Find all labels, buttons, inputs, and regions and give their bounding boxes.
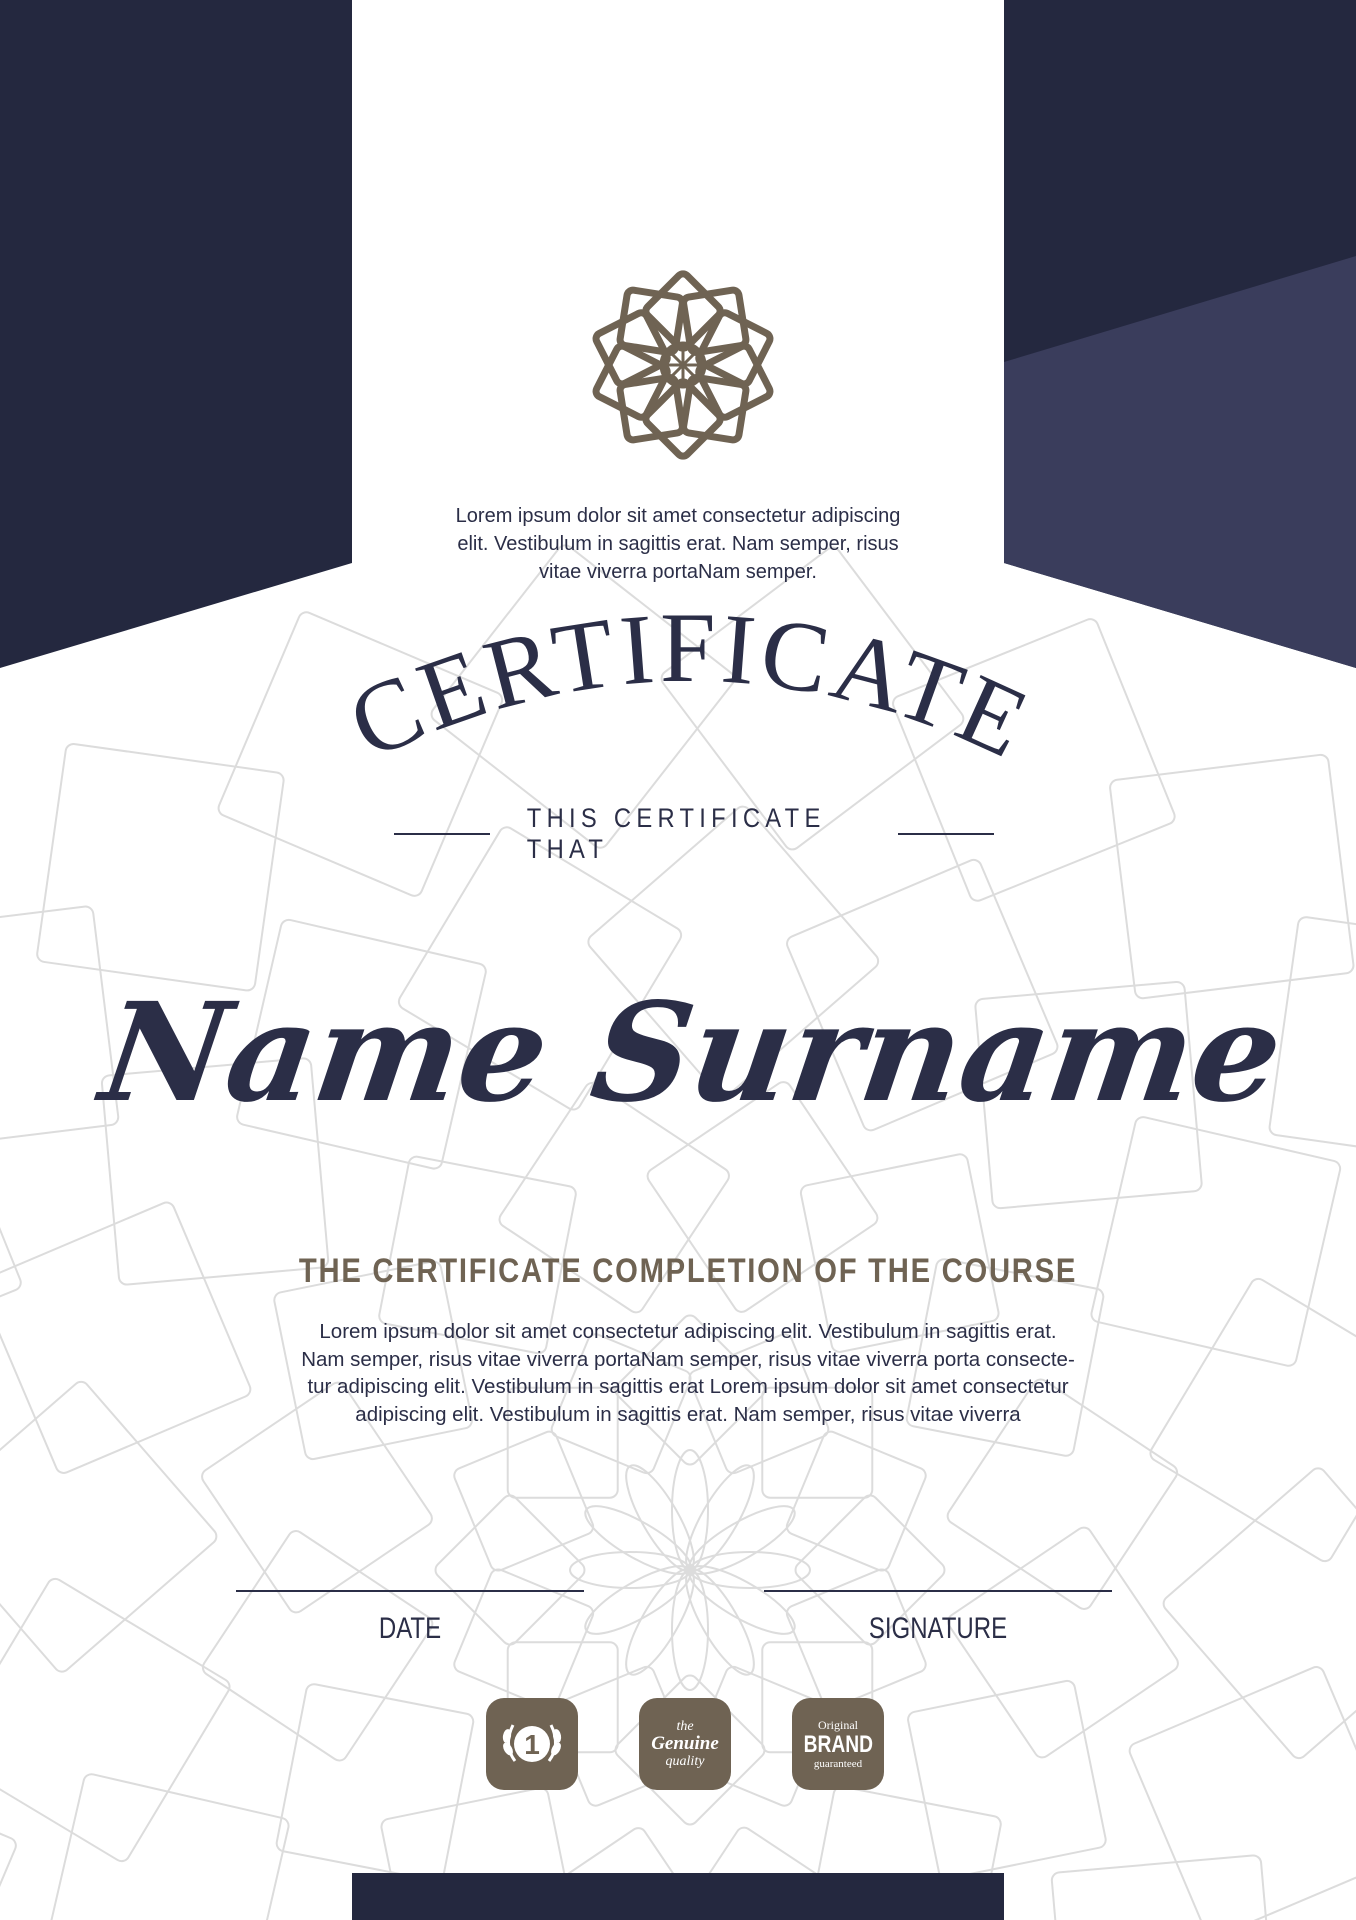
badge-text: Genuine (651, 1733, 719, 1754)
course-line: tur adipiscing elit. Vestibulum in sagittis erat Lorem ipsum dolor sit amet consectetur (307, 1375, 1069, 1398)
subtitle-rule-left (394, 833, 490, 835)
date-line (236, 1590, 584, 1592)
course-heading: THE CERTIFICATE COMPLETION OF THE COURSE (298, 1252, 1078, 1290)
signature-label: SIGNATURE (868, 1612, 1008, 1645)
original-brand-seal-icon (792, 1698, 884, 1790)
date-label: DATE (378, 1612, 442, 1645)
badge-text: quality (665, 1754, 705, 1769)
badge-text: guaranteed (813, 1757, 863, 1770)
certificate-title: CERTIFICATE (333, 591, 1048, 781)
signature-line (764, 1590, 1112, 1592)
course-line: Lorem ipsum dolor sit amet consectetur adipiscing elit. Vestibulum in sagittis erat. (319, 1320, 1057, 1343)
blurb-line: vitae viverra portaNam semper. (539, 561, 817, 583)
subtitle-row (394, 803, 994, 864)
badge-text: the (676, 1719, 694, 1734)
laurel-number-one-icon (486, 1698, 578, 1790)
date-field (236, 1590, 584, 1646)
signature-field (764, 1590, 1112, 1646)
badge-text: BRAND (803, 1730, 873, 1758)
badge-text: Original (818, 1717, 858, 1732)
recipient-name: Name Surname (92, 973, 1292, 1133)
genuine-quality-seal-icon (639, 1698, 731, 1790)
blurb-line: elit. Vestibulum in sagittis erat. Nam semper, risus (457, 533, 899, 555)
certificate-subtitle: THIS CERTIFICATE THAT (526, 803, 826, 864)
laurel-wreath-icon (497, 1709, 567, 1779)
badge-number: 1 (524, 1729, 540, 1760)
blurb-line: Lorem ipsum dolor sit amet consectetur adipiscing (455, 505, 901, 527)
badge-row (486, 1698, 884, 1792)
course-line: adipiscing elit. Vestibulum in sagittis erat. Nam semper, risus vitae viverra (355, 1402, 1021, 1426)
subtitle-rule-right (898, 833, 994, 835)
course-description (250, 1318, 1126, 1428)
course-line: Nam semper, risus vitae viverra portaNam semper, risus vitae viverra porta consecte- (301, 1347, 1075, 1371)
